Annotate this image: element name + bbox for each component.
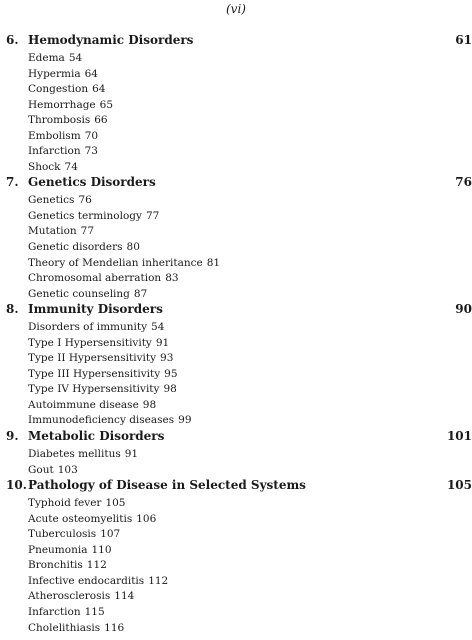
- entry-page-number: 64: [84, 67, 98, 80]
- chapter-section: [6, 429, 472, 478]
- entry-title: Genetics terminology: [28, 209, 142, 222]
- entry-title: Congestion: [28, 83, 89, 96]
- entry-page-number: 73: [84, 145, 98, 158]
- entry-page-number: 80: [126, 241, 140, 254]
- entry-page-number: 83: [165, 272, 179, 285]
- entry-title: Genetic counseling: [28, 287, 130, 300]
- chapter-title: Genetics Disorders: [28, 175, 156, 190]
- chapter-page-number: 90: [455, 302, 472, 317]
- entry-page-number: 95: [164, 367, 178, 380]
- toc-entry: [6, 398, 472, 414]
- chapter-heading: [6, 429, 472, 447]
- chapter-section: [6, 175, 472, 302]
- entry-page-number: 112: [86, 559, 107, 572]
- entry-title: Chromosomal aberration: [28, 272, 162, 285]
- chapter-number: 6.: [6, 33, 19, 47]
- entry-page-number: 93: [160, 352, 174, 365]
- chapter-title: Metabolic Disorders: [28, 429, 165, 444]
- toc-entry: [6, 113, 472, 129]
- toc-entry: [6, 558, 472, 574]
- chapter-section: [6, 478, 472, 636]
- entry-title: Bronchitis: [28, 559, 83, 572]
- section-list: [6, 320, 472, 429]
- entry-title: Autoimmune disease: [28, 398, 139, 411]
- entry-title: Typhoid fever: [28, 497, 102, 510]
- entry-page-number: 91: [155, 336, 170, 349]
- chapter-title: Pathology of Disease in Selected Systems: [28, 478, 306, 493]
- toc-entry: [6, 382, 472, 398]
- entry-title: Diabetes mellitus: [28, 448, 121, 461]
- entry-page-number: 105: [105, 497, 126, 510]
- entry-page-number: 54: [68, 52, 83, 64]
- chapter-number: 10.: [6, 478, 27, 493]
- section-list: [6, 447, 472, 478]
- chapter-title: Immunity Disorders: [28, 302, 163, 317]
- toc-entry: [6, 209, 472, 225]
- entry-page-number: 81: [206, 256, 221, 269]
- entry-page-number: 77: [145, 209, 160, 222]
- entry-title: Gout: [28, 463, 54, 476]
- entry-title: Genetic disorders: [28, 241, 123, 254]
- entry-title: Atherosclerosis: [28, 590, 111, 603]
- section-list: [6, 496, 472, 636]
- entry-title: Type IV Hypersensitivity: [28, 383, 160, 396]
- toc-entry: [6, 605, 472, 621]
- toc-entry: [6, 129, 472, 145]
- chapter-page-number: 61: [455, 33, 472, 47]
- entry-page-number: 112: [148, 574, 169, 587]
- entry-title: Tuberculosis: [28, 528, 97, 541]
- entry-page-number: 70: [84, 129, 99, 142]
- page-number-header: (vi): [226, 2, 246, 16]
- chapter-heading: [6, 302, 472, 320]
- entry-page-number: 54: [151, 321, 165, 334]
- toc-entry: [6, 527, 472, 543]
- chapter-heading: [6, 478, 472, 496]
- entry-page-number: 98: [163, 383, 177, 396]
- entry-title: Infective endocarditis: [28, 574, 145, 587]
- toc-entry: [6, 82, 472, 98]
- entry-title: Embolism: [28, 129, 81, 142]
- toc-entry: [6, 543, 472, 559]
- entry-page-number: 103: [57, 463, 78, 476]
- entry-page-number: 66: [94, 114, 108, 127]
- entry-page-number: 77: [80, 225, 95, 238]
- chapter-page-number: 105: [446, 478, 472, 493]
- entry-title: Hypermia: [28, 67, 81, 80]
- entry-page-number: 91: [124, 448, 139, 461]
- entry-page-number: 87: [133, 287, 148, 300]
- toc-entry: [6, 160, 472, 176]
- section-list: [6, 193, 472, 302]
- entry-page-number: 76: [78, 194, 92, 207]
- chapter-page-number: 101: [446, 429, 472, 444]
- toc-entry: [6, 51, 472, 67]
- entry-page-number: 64: [92, 83, 106, 96]
- toc-entry: [6, 271, 472, 287]
- entry-title: Mutation: [28, 225, 77, 238]
- entry-title: Acute osteomyelitis: [28, 512, 133, 525]
- toc-entry: [6, 224, 472, 240]
- entry-page-number: 74: [64, 160, 78, 173]
- chapter-page-number: 76: [455, 175, 472, 190]
- toc-entry: [6, 144, 472, 160]
- toc-entry: [6, 413, 472, 429]
- table-of-contents: [6, 33, 472, 636]
- chapter-heading: [6, 175, 472, 193]
- entry-title: Disorders of immunity: [28, 321, 148, 334]
- entry-page-number: 99: [178, 414, 192, 427]
- entry-title: Infarction: [28, 605, 81, 618]
- entry-page-number: 110: [91, 543, 112, 556]
- entry-title: Shock: [28, 160, 61, 173]
- toc-entry: [6, 589, 472, 605]
- entry-title: Type III Hypersensitivity: [28, 367, 161, 380]
- entry-page-number: 98: [142, 398, 157, 411]
- entry-page-number: 114: [114, 590, 135, 603]
- entry-title: Genetics: [28, 194, 75, 207]
- chapter-number: 9.: [6, 429, 19, 444]
- entry-page-number: 107: [100, 528, 121, 541]
- entry-title: Cholelithiasis: [28, 621, 101, 634]
- chapter-heading: [6, 33, 472, 51]
- toc-entry: [6, 621, 472, 637]
- entry-title: Pneumonia: [28, 543, 88, 556]
- toc-entry: [6, 512, 472, 528]
- entry-title: Edema: [28, 52, 65, 64]
- entry-page-number: 115: [84, 605, 105, 618]
- entry-page-number: 65: [99, 98, 114, 111]
- toc-entry: [6, 287, 472, 303]
- chapter-section: [6, 302, 472, 429]
- entry-page-number: 106: [136, 512, 157, 525]
- toc-entry: [6, 574, 472, 590]
- toc-entry: [6, 98, 472, 114]
- entry-title: Type II Hypersensitivity: [28, 352, 157, 365]
- toc-entry: [6, 320, 472, 336]
- section-list: [6, 51, 472, 175]
- chapter-number: 8.: [6, 302, 19, 317]
- toc-entry: [6, 193, 472, 209]
- chapter-number: 7.: [6, 175, 19, 190]
- entry-title: Theory of Mendelian inheritance: [28, 256, 203, 269]
- entry-title: Thrombosis: [28, 114, 91, 127]
- toc-entry: [6, 367, 472, 383]
- toc-entry: [6, 240, 472, 256]
- toc-entry: [6, 463, 472, 479]
- toc-entry: [6, 351, 472, 367]
- chapter-title: Hemodynamic Disorders: [28, 33, 194, 47]
- entry-title: Immunodeficiency diseases: [28, 414, 175, 427]
- chapter-section: [6, 33, 472, 175]
- toc-entry: [6, 67, 472, 83]
- toc-entry: [6, 256, 472, 272]
- entry-page-number: 116: [104, 621, 125, 634]
- entry-title: Infarction: [28, 145, 81, 158]
- entry-title: Type I Hypersensitivity: [28, 336, 152, 349]
- toc-entry: [6, 496, 472, 512]
- toc-entry: [6, 447, 472, 463]
- toc-entry: [6, 336, 472, 352]
- entry-title: Hemorrhage: [28, 98, 96, 111]
